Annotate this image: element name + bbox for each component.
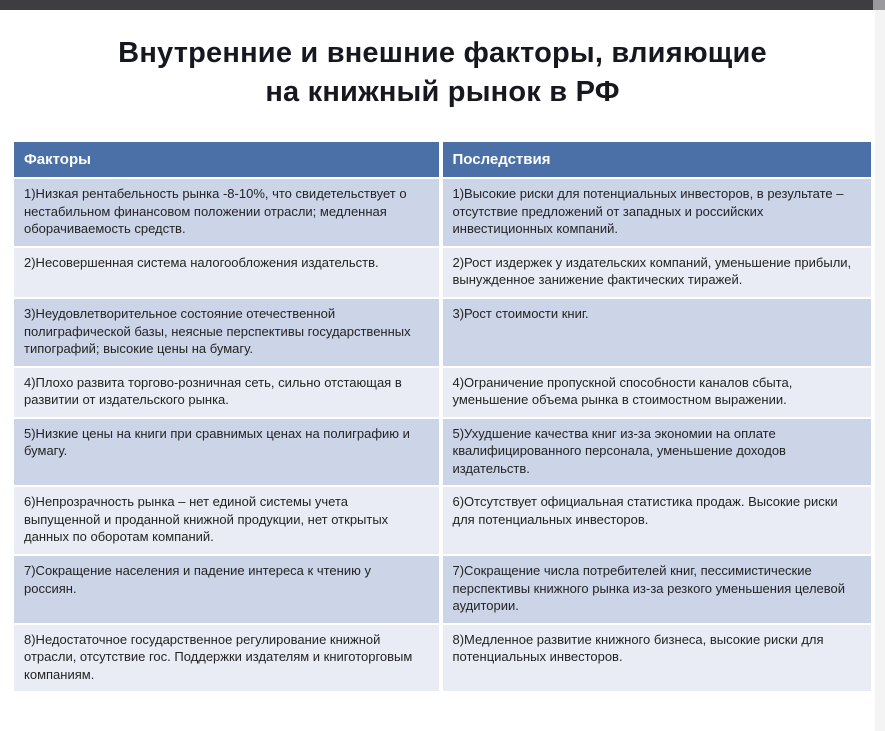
scrollbar-track[interactable] <box>875 10 885 731</box>
consequence-cell: 6)Отсутствует официальная статистика продаж. Высокие риски для потенциальных инвесторов. <box>443 485 872 554</box>
window-top-bar <box>0 0 873 10</box>
table-row <box>14 623 871 692</box>
table-row <box>14 366 871 417</box>
scrollbar-corner <box>873 0 885 10</box>
table-row <box>14 554 871 623</box>
table-row <box>14 177 871 246</box>
consequence-cell: 1)Высокие риски для потенциальных инвесторов, в результате – отсутствие предложений от западных и российских инвестиционных компаний. <box>443 177 872 246</box>
factors-table-container <box>14 142 871 691</box>
factor-cell: 2)Несовершенная система налогообложения издательств. <box>14 246 443 297</box>
column-header-factors: Факторы <box>14 142 443 177</box>
column-header-consequences: Последствия <box>443 142 872 177</box>
factor-cell: 7)Сокращение населения и падение интереса к чтению у россиян. <box>14 554 443 623</box>
page-title-line2: на книжный рынок в РФ <box>265 76 620 109</box>
factor-cell: 8)Недостаточное государственное регулирование книжной отрасли, отсутствие гос. Поддержки издателям и книготорговым компаниям. <box>14 623 443 692</box>
table-row <box>14 485 871 554</box>
consequence-cell: 2)Рост издержек у издательских компаний, уменьшение прибыли, вынужденное занижение фактических тиражей. <box>443 246 872 297</box>
table-row <box>14 297 871 366</box>
consequence-cell: 8)Медленное развитие книжного бизнеса, высокие риски для потенциальных инвесторов. <box>443 623 872 692</box>
consequence-cell: 7)Сокращение числа потребителей книг, пессимистические перспективы книжного рынка из-за резкого уменьшения целевой аудитории. <box>443 554 872 623</box>
consequence-cell: 3)Рост стоимости книг. <box>443 297 872 366</box>
consequence-cell: 5)Ухудшение качества книг из-за экономии на оплате квалифицированного персонала, уменьшение доходов издательств. <box>443 417 872 486</box>
factor-cell: 1)Низкая рентабельность рынка -8-10%, что свидетельствует о нестабильном финансовом положении отрасли; медленная оборачиваемость средств. <box>14 177 443 246</box>
page-title <box>24 34 861 112</box>
factor-cell: 4)Плохо развита торгово-розничная сеть, сильно отстающая в развитии от издательского рынка. <box>14 366 443 417</box>
table-header-row <box>14 142 871 177</box>
factor-cell: 3)Неудовлетворительное состояние отечественной полиграфической базы, неясные перспективы государственных типографий; высокие цены на бумагу. <box>14 297 443 366</box>
factors-table <box>14 142 871 691</box>
factor-cell: 5)Низкие цены на книги при сравнимых ценах на полиграфию и бумагу. <box>14 417 443 486</box>
page-title-line1: Внутренние и внешние факторы, влияющие <box>118 37 767 69</box>
table-row <box>14 417 871 486</box>
factor-cell: 6)Непрозрачность рынка – нет единой системы учета выпущенной и проданной книжной продукции, нет открытых данных по оборотам компаний. <box>14 485 443 554</box>
consequence-cell: 4)Ограничение пропускной способности каналов сбыта, уменьшение объема рынка в стоимостном выражении. <box>443 366 872 417</box>
table-row <box>14 246 871 297</box>
